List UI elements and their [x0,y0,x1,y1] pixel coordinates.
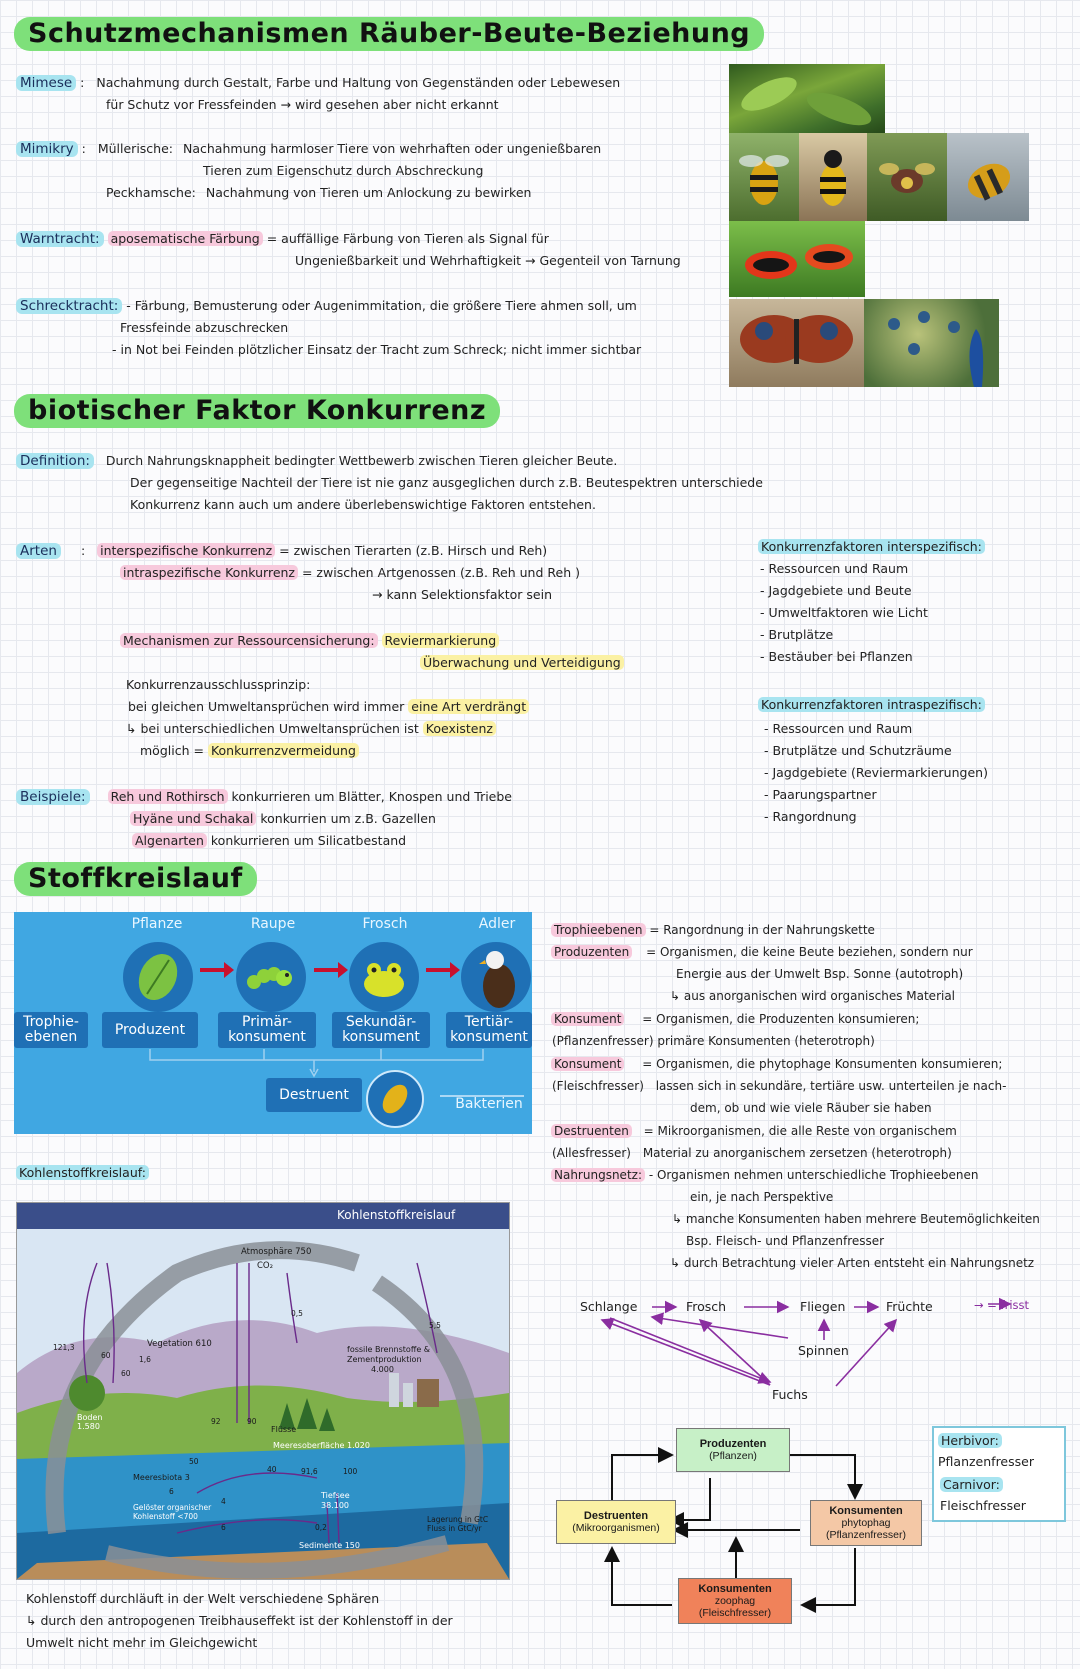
flow-konsumenten-phyto [810,1500,922,1546]
carbon-fossil-2: Zementproduktion [347,1355,422,1364]
schrecktracht-block [16,295,637,317]
inter-faktoren-title-text: Konkurrenzfaktoren interspezifisch: [758,539,985,554]
mimikry-label: Mimikry [16,141,78,157]
definition-line-2: Der gegenseitige Nachteil der Tiere ist nie ganz ausgeglichen durch z.B. Beutespektren unterschiede [130,475,763,490]
chain-head-raupe: Raupe [250,916,296,932]
konsument-phyto-line [551,1008,919,1030]
nahrungsnetz-line-4: Bsp. Fleisch- und Pflanzenfresser [686,1234,885,1248]
carbon-fossil-3: 4.000 [371,1365,394,1374]
carbon-sed: Sedimente 150 [299,1541,360,1550]
kap-line-3 [140,740,359,762]
carbon-note-1: Kohlenstoff durchläuft in der Welt verschiedene Sphären [26,1591,380,1606]
carbon-gel [133,1503,211,1521]
intra-faktor-1: - Ressourcen und Raum [764,721,913,736]
intra-faktor-3: - Jagdgebiete (Reviermarkierungen) [764,765,988,780]
carbon-atm: Atmosphäre 750 [241,1247,312,1257]
photo-peacock-butterfly [729,299,864,387]
nahrungsnetz-line-3: ↳ manche Konsumenten haben mehrere Beutemöglichkeiten [672,1212,1040,1226]
intra-faktor-2: - Brutplätze und Schutzräume [764,743,952,758]
web-legend: → = frisst [974,1298,1030,1312]
carnivor-label-text: Carnivor: [940,1477,1003,1492]
produzenten-def: = Organismen, die keine Beute beziehen, sondern nur [646,945,973,959]
carbon-co2: CO₂ [257,1261,274,1271]
carbon-gel-1: Gelöster organischer [133,1503,212,1512]
carbon-tief [321,1491,350,1511]
carbon-n121: 121,3 [53,1343,75,1352]
carbon-fossil-1: fossile Brennstoffe & [347,1345,431,1354]
destruent-box: Destruent [266,1078,362,1112]
carbon-lag-2: Fluss in GtC/yr [427,1524,482,1533]
flow-konsumenten-zoo [678,1578,792,1624]
beispiele-block [16,786,512,808]
trophie-line [551,919,875,941]
destruenten-term: Destruenten [551,1124,632,1138]
carbon-tief-2: 38.100 [321,1501,349,1510]
nahrungsnetz-line-2: ein, je nach Perspektive [690,1190,834,1204]
interspezifisch-term: interspezifische Konkurrenz [97,543,275,558]
inter-faktor-2: - Jagdgebiete und Beute [760,583,912,598]
chain-head-frosch: Frosch [362,916,408,932]
carbon-note-2: ↳ durch den antropogenen Treibhauseffekt ist der Kohlenstoff in der [26,1613,453,1628]
beispiele-label: Beispiele: [16,789,90,805]
kap-line-1 [128,696,529,718]
carnivor-text: Fleischfresser [940,1498,1026,1513]
herbivor-label [938,1430,1002,1452]
photo-wasp [799,133,867,221]
flow-produzenten-title: Produzenten [699,1438,767,1450]
bee-icon [947,133,1029,221]
carbon-boden-1: Boden [77,1413,103,1422]
flow-kz-sub2: (Fleischfresser) [698,1607,772,1619]
muellerische-line-1: Nachahmung harmloser Tiere von wehrhaften oder ungenießbaren [183,141,602,156]
intraspezifisch-note: → kann Selektionsfaktor sein [372,587,552,602]
inter-faktor-1: - Ressourcen und Raum [760,561,909,576]
photo-bee-mimic [947,133,1029,221]
herbivor-carnivor-box [932,1426,1066,1522]
inter-faktor-5: - Bestäuber bei Pflanzen [760,649,913,664]
carbon-cycle-diagram [16,1202,510,1580]
flow-kz-sub: zoophag [714,1595,756,1607]
trophie-term: Trophieebenen [551,923,646,937]
destruenten-line-2 [552,1142,952,1164]
tertiaer-box: Tertiär- konsument [446,1012,532,1048]
definition-line-1: Durch Nahrungsknappheit bedingter Wettbewerb zwischen Tieren gleicher Beute. [105,453,618,468]
produzenten-term: Produzenten [551,945,632,959]
muellerische-line-2: Tieren zum Eigenschutz durch Abschreckung [203,163,484,178]
kohlenstoff-label-text: Kohlenstoffkreislauf: [16,1165,149,1180]
kap-line-2a: ↳ bei unterschiedlichen Umweltansprüchen ist [126,721,419,736]
nahrungsnetz-line [551,1164,978,1186]
peckham-label: Peckhamsche: [106,185,196,200]
produzenten-line [551,941,973,963]
flow-destruenten-title: Destruenten [583,1510,649,1522]
reviermarkierung: Reviermarkierung [382,633,500,648]
arten-block: Arten : interspezifische Konkurrenz = zwischen Tierarten (z.B. Hirsch und Reh) [16,540,547,562]
mimese-block: Mimese : Nachahmung durch Gestalt, Farbe und Haltung von Gegenständen oder Lebewesen [16,72,620,94]
warntracht-block [16,228,549,250]
mimese-line-1: Nachahmung durch Gestalt, Farbe und Haltung von Gegenständen oder Lebewesen [96,75,621,90]
interspezifisch-def: = zwischen Tierarten (z.B. Hirsch und Reh) [279,543,548,558]
destruenten-def-2: Material zu anorganischem zersetzen (heterotroph) [642,1146,952,1160]
intra-faktor-5: - Rangordnung [764,809,857,824]
nahrungsnetz-def: - Organismen nehmen unterschiedliche Trophieebenen [648,1168,979,1182]
carnivor-label [940,1474,1003,1496]
konsument-phyto-line-2 [552,1030,875,1052]
carbon-n6a: 6 [169,1487,174,1496]
heading-konkurrenz: biotischer Faktor Konkurrenz [14,394,500,428]
konsument-phyto-def: = Organismen, die Produzenten konsumieren; [642,1012,920,1026]
carbon-lag-1: Lagerung in GtC [427,1515,489,1524]
arten-label: Arten [16,543,61,559]
schrecktracht-label: Schrecktracht: [16,298,122,314]
warntracht-label: Warntracht: [16,231,104,247]
carbon-veg: Vegetation 610 [147,1339,212,1349]
carbon-n05: 0,5 [291,1309,303,1318]
bsp-2 [130,808,436,830]
flow-kp-sub2: (Pflanzenfresser) [826,1529,906,1541]
konsument-zoo-line-2 [552,1075,1006,1097]
herbivor-label-text: Herbivor: [938,1433,1002,1448]
peacock-icon [864,299,999,387]
fleischfresser-note: (Fleischfresser) [552,1079,644,1093]
flow-kz-title: Konsumenten [698,1583,772,1595]
carbon-n916: 91,6 [301,1467,318,1476]
carbon-n90: 90 [247,1417,257,1426]
hoverfly-icon [729,133,799,221]
carbon-n100: 100 [343,1467,358,1476]
bsp-3-text: konkurrieren um Silicatbestand [210,833,407,848]
butterfly-icon [729,299,864,387]
carbon-tief-1: Tiefsee [321,1491,350,1500]
chain-head-adler: Adler [478,916,516,932]
intra-faktoren-title-text: Konkurrenzfaktoren intraspezifisch: [758,697,985,712]
trophic-chain-diagram [14,912,532,1134]
carbon-n60b: 60 [121,1369,131,1378]
orchid-icon [867,133,947,221]
bacteria-icon [366,1070,424,1128]
carbon-n60a: 60 [101,1351,111,1360]
kap-line-1a: bei gleichen Umweltansprüchen wird immer [128,699,405,714]
intraspezifisch-def: = zwischen Artgenossen (z.B. Reh und Reh ) [301,565,580,580]
carbon-fluss: Flüsse [271,1425,297,1434]
konsument-zoo-def: = Organismen, die phytophage Konsumenten konsumieren; [642,1057,1003,1071]
koexistenz: Koexistenz [423,721,496,736]
konsument-zoo-def-2: lassen sich in sekundäre, tertiäre usw. unterteilen je nach- [655,1079,1007,1093]
definition-block [16,450,617,472]
konsument-zoo-term: Konsument [551,1057,624,1071]
photo-orchid [867,133,947,221]
web-frosch: Frosch [686,1299,727,1314]
photo-hoverfly [729,133,799,221]
carbon-title: Kohlenstoffkreislauf [337,1208,456,1222]
produzenten-line-2: Energie aus der Umwelt Bsp. Sonne (autotroph) [676,967,964,981]
carbon-n02: 0,2 [315,1523,327,1532]
herbivor-text: Pflanzenfresser [938,1454,1034,1469]
bakterien-label: Bakterien [455,1096,523,1112]
inter-faktor-3: - Umweltfaktoren wie Licht [760,605,928,620]
leaf-shapes-icon [729,64,885,144]
intra-faktoren-title [758,694,985,716]
carbon-note-3: Umwelt nicht mehr im Gleichgewicht [26,1635,258,1650]
destruenten-line [551,1120,957,1142]
flow-kp-title: Konsumenten [829,1505,903,1517]
carbon-n16: 1,6 [139,1355,151,1364]
carbon-biota: Meeresbiota 3 [133,1473,190,1482]
chain-head-pflanze: Pflanze [131,916,183,932]
nahrungsnetz-line-5: ↳ durch Betrachtung vieler Arten entsteht ein Nahrungsnetz [670,1256,1035,1270]
carbon-n4: 4 [221,1497,226,1506]
warntracht-line-2: Ungenießbarkeit und Wehrhaftigkeit → Gegenteil von Tarnung [295,253,681,268]
bsp-1-text: konkurrieren um Blätter, Knospen und Triebe [231,789,512,804]
web-fliegen: Fliegen [800,1299,846,1314]
kap-title: Konkurrenzausschlussprinzip: [126,677,311,692]
kap-line-2 [126,718,496,740]
carbon-n55: 5,5 [429,1321,441,1330]
produzent-box: Produzent [102,1012,198,1048]
mimese-label: Mimese [16,75,76,91]
web-fruechte: Früchte [886,1299,933,1314]
carbon-fossil [347,1345,430,1375]
bsp-2-term: Hyäne und Schakal [130,811,256,826]
heading-schutzmechanismen: Schutzmechanismen Räuber-Beute-Beziehung [14,17,764,51]
produzenten-line-3: ↳ aus anorganischen wird organisches Material [670,989,956,1003]
web-spinnen: Spinnen [798,1343,849,1358]
carbon-n92: 92 [211,1417,221,1426]
kap-line-1b: eine Art verdrängt [408,699,529,714]
intraspezifisch-term: intraspezifische Konkurrenz [120,565,298,580]
muellerische-label: Müllerische: [97,141,174,156]
heading-stoffkreislauf: Stoffkreislauf [14,862,257,896]
konsument-zoo-line [551,1053,1002,1075]
intraspezifisch-block [120,562,580,584]
carbon-lag [427,1515,488,1533]
mimikry-block: Mimikry : Müllerische: Nachahmung harmloser Tiere von wehrhaften oder ungenießbaren [16,138,601,160]
sekundaer-box: Sekundär- konsument [332,1012,430,1048]
bsp-3-term: Algenarten [132,833,207,848]
flow-destruenten [556,1500,676,1544]
carbon-gel-2: Kohlenstoff <700 [133,1512,198,1521]
mechanismen-term: Mechanismen zur Ressourcensicherung: [120,633,378,648]
konsument-phyto-def-2: primäre Konsumenten (heterotroph) [657,1034,875,1048]
konsument-zoo-line-3: dem, ob und wie viele Räuber sie haben [690,1101,932,1115]
flow-destruenten-sub: (Mikroorganismen) [572,1522,660,1534]
carbon-boden-2: 1.580 [77,1422,100,1431]
pflanzenfresser-note: (Pflanzenfresser) [552,1034,654,1048]
schrecktracht-line-2: Fressfeinde abzuschrecken [120,320,289,335]
carbon-ober: Meeresoberfläche 1.020 [273,1441,370,1450]
warntracht-line-1: = auffällige Färbung von Tieren als Signal für [266,231,549,246]
web-schlange: Schlange [580,1299,638,1314]
definition-label: Definition: [16,453,94,469]
kap-line-3a: möglich = [140,743,204,758]
inter-faktoren-title [758,536,985,558]
flow-produzenten-sub: (Pflanzen) [709,1450,757,1462]
schrecktracht-line-3: - in Not bei Feinden plötzlicher Einsatz der Tracht zum Schreck; nicht immer sichtbar [112,342,642,357]
definition-line-3: Konkurrenz kann auch um andere überlebenswichtige Faktoren entstehen. [130,497,596,512]
wasp-icon [799,133,867,221]
mechanismen-block [120,630,499,652]
bsp-2-text: konkurrien um z.B. Gazellen [260,811,436,826]
bsp-1-term: Reh und Rothirsch [108,789,228,804]
ueberwachung [420,652,624,674]
allesfresser-note: (Allesfresser) [552,1146,631,1160]
web-fuchs: Fuchs [772,1387,808,1402]
carbon-boden [77,1413,102,1431]
kohlenstoff-label [16,1162,149,1184]
peckham-line-1: Nachahmung von Tieren um Anlockung zu bewirken [205,185,532,200]
flow-kp-sub: phytophag [841,1517,891,1529]
inter-faktor-4: - Brutplätze [760,627,834,642]
photo-leaves [729,64,885,144]
nahrungsnetz-term: Nahrungsnetz: [551,1168,645,1182]
mimese-line-2: für Schutz vor Fressfeinden → wird gesehen aber nicht erkannt [106,97,499,112]
carbon-n50: 50 [189,1457,199,1466]
primaer-box: Primär- konsument [218,1012,316,1048]
carbon-n6b: 6 [221,1523,226,1532]
konsument-phyto-term: Konsument [551,1012,624,1026]
trophie-def: = Rangordnung in der Nahrungskette [649,923,875,937]
konkurrenzvermeidung: Konkurrenzvermeidung [208,743,359,758]
bsp-3 [132,830,406,852]
schrecktracht-line-1: - Färbung, Bemusterung oder Augenimmitation, die größere Tiere ahmen soll, um [126,298,637,313]
frog-icon [729,221,865,297]
trophie-ebenen-box: Trophie- ebenen [14,1012,88,1048]
ueberwachung-text: Überwachung und Verteidigung [420,655,624,670]
destruenten-def: = Mikroorganismen, die alle Reste von organischem [643,1124,957,1138]
intra-faktor-4: - Paarungspartner [764,787,877,802]
aposematisch-term: aposematische Färbung [108,231,263,246]
peckham-block [106,182,531,204]
carbon-n40: 40 [267,1465,277,1474]
photo-poison-frogs [729,221,865,297]
photo-peacock [864,299,999,387]
flow-produzenten [676,1428,790,1472]
